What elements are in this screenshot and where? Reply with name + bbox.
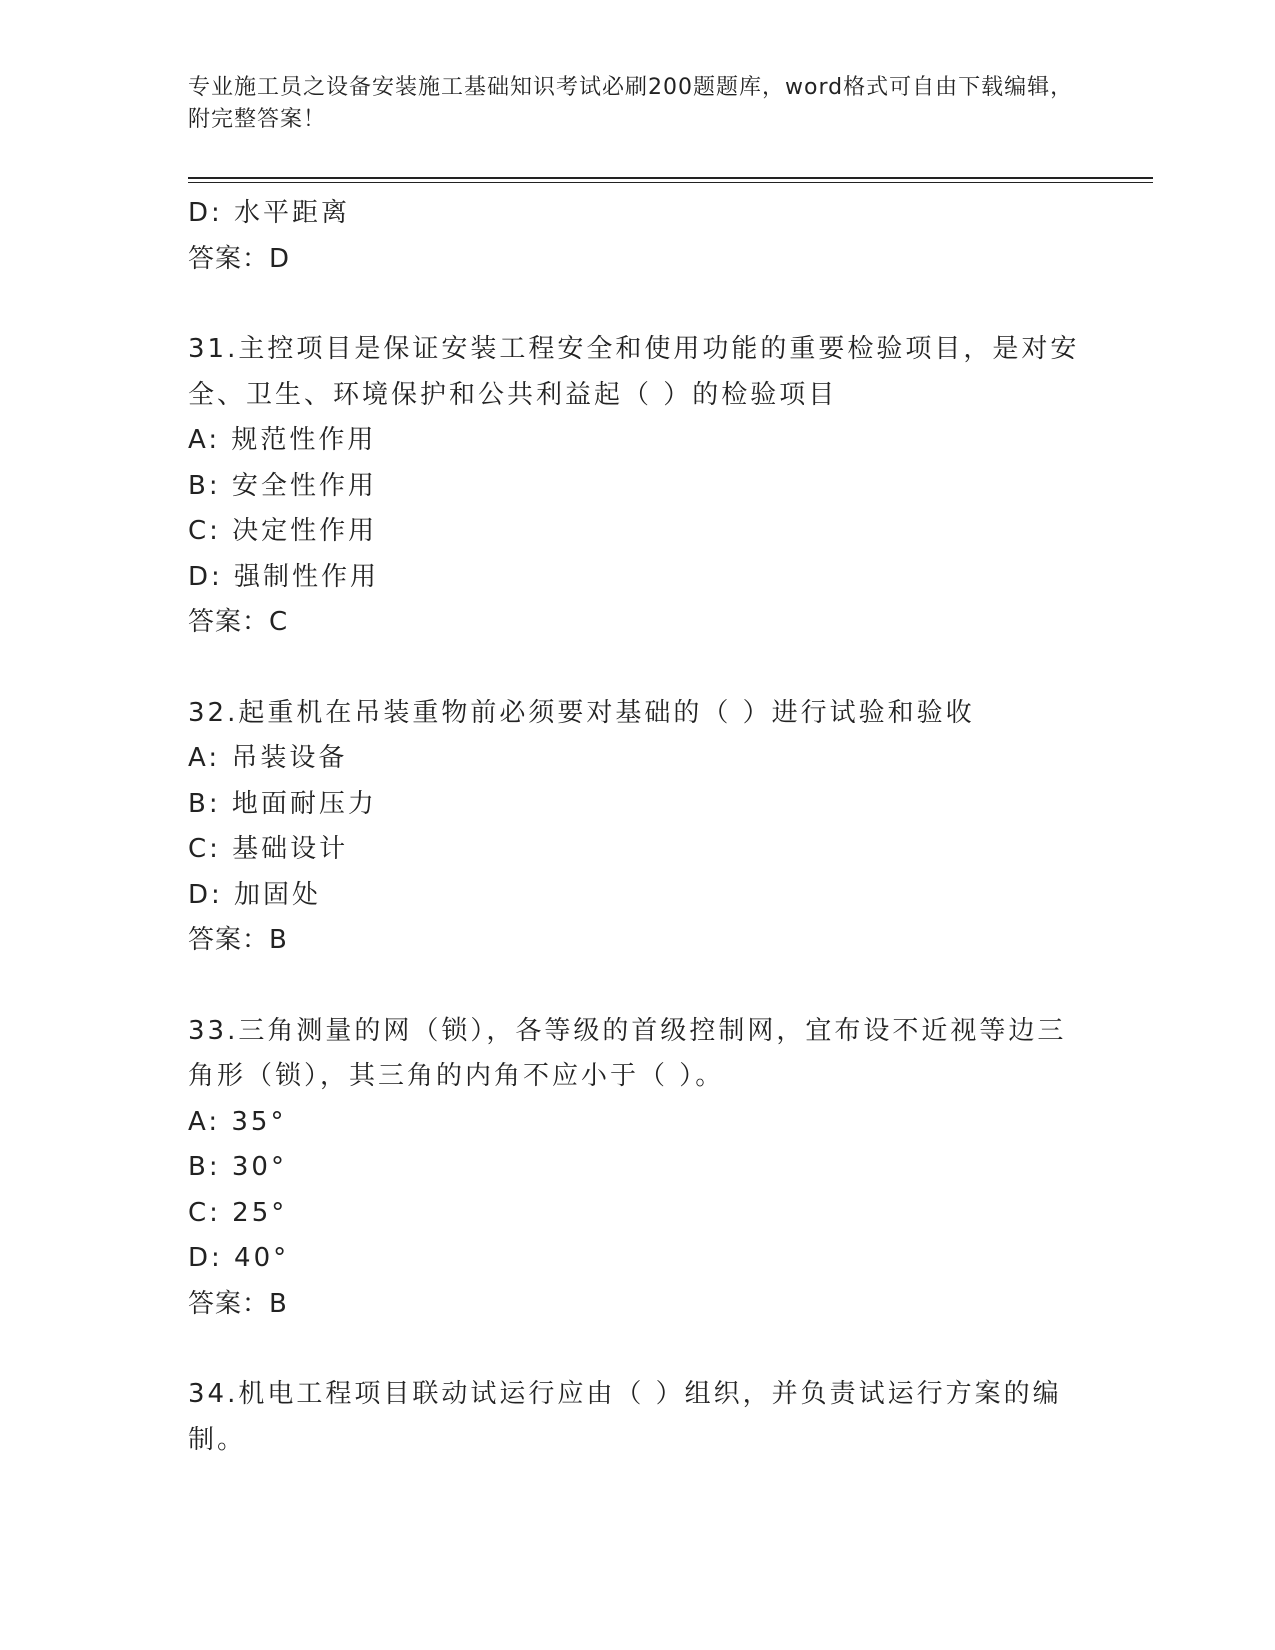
question-32 (188, 691, 1088, 964)
question-stem: 32.起重机在吊装重物前必须要对基础的（ ）进行试验和验收 (188, 697, 975, 728)
header-rule-thick (188, 177, 1153, 179)
option-b: B: 安全性作用 (188, 470, 377, 501)
answer-line: 答案：B (188, 1288, 288, 1319)
question-stem: 31.主控项目是保证安装工程安全和使用功能的重要检验项目，是对安全、卫生、环境保护和公共利益起（ ）的检验项目 (188, 334, 1080, 410)
option-c: C: 基础设计 (188, 834, 349, 864)
option-b: B: 30° (188, 1152, 287, 1182)
header-rule-thin (188, 182, 1153, 183)
question-stem: 33.三角测量的网（锁），各等级的首级控制网，宜布设不近视等边三角形（锁），其三角的内角不应小于（ ）。 (188, 1015, 1067, 1091)
question-34 (188, 1372, 1088, 1463)
option-d: D: 40° (188, 1243, 290, 1273)
option-d: D: 强制性作用 (188, 561, 380, 592)
option-c: C: 25° (188, 1197, 288, 1228)
option-a: A: 35° (188, 1106, 287, 1137)
answer-line: 答案：C (188, 607, 289, 637)
option-c: C: 决定性作用 (188, 516, 378, 546)
answer-line: 答案：B (188, 925, 288, 955)
option-b: B: 地面耐压力 (188, 788, 377, 819)
question-33 (188, 1009, 1088, 1328)
question-stem: 34.机电工程项目联动试运行应由（ ）组织，并负责试运行方案的编制。 (188, 1379, 1062, 1455)
answer-line: 答案：D (188, 243, 291, 274)
option-d: D: 加固处 (188, 879, 322, 910)
option-a: A: 规范性作用 (188, 425, 377, 455)
question-31 (188, 327, 1088, 646)
question-content (188, 191, 1088, 1463)
document-header: 专业施工员之设备安装施工基础知识考试必刷200题题库，word格式可自由下载编辑，附完整答案！ (188, 75, 1074, 132)
option-d: D: 水平距离 (188, 198, 351, 228)
option-a: A: 吊装设备 (188, 743, 348, 773)
